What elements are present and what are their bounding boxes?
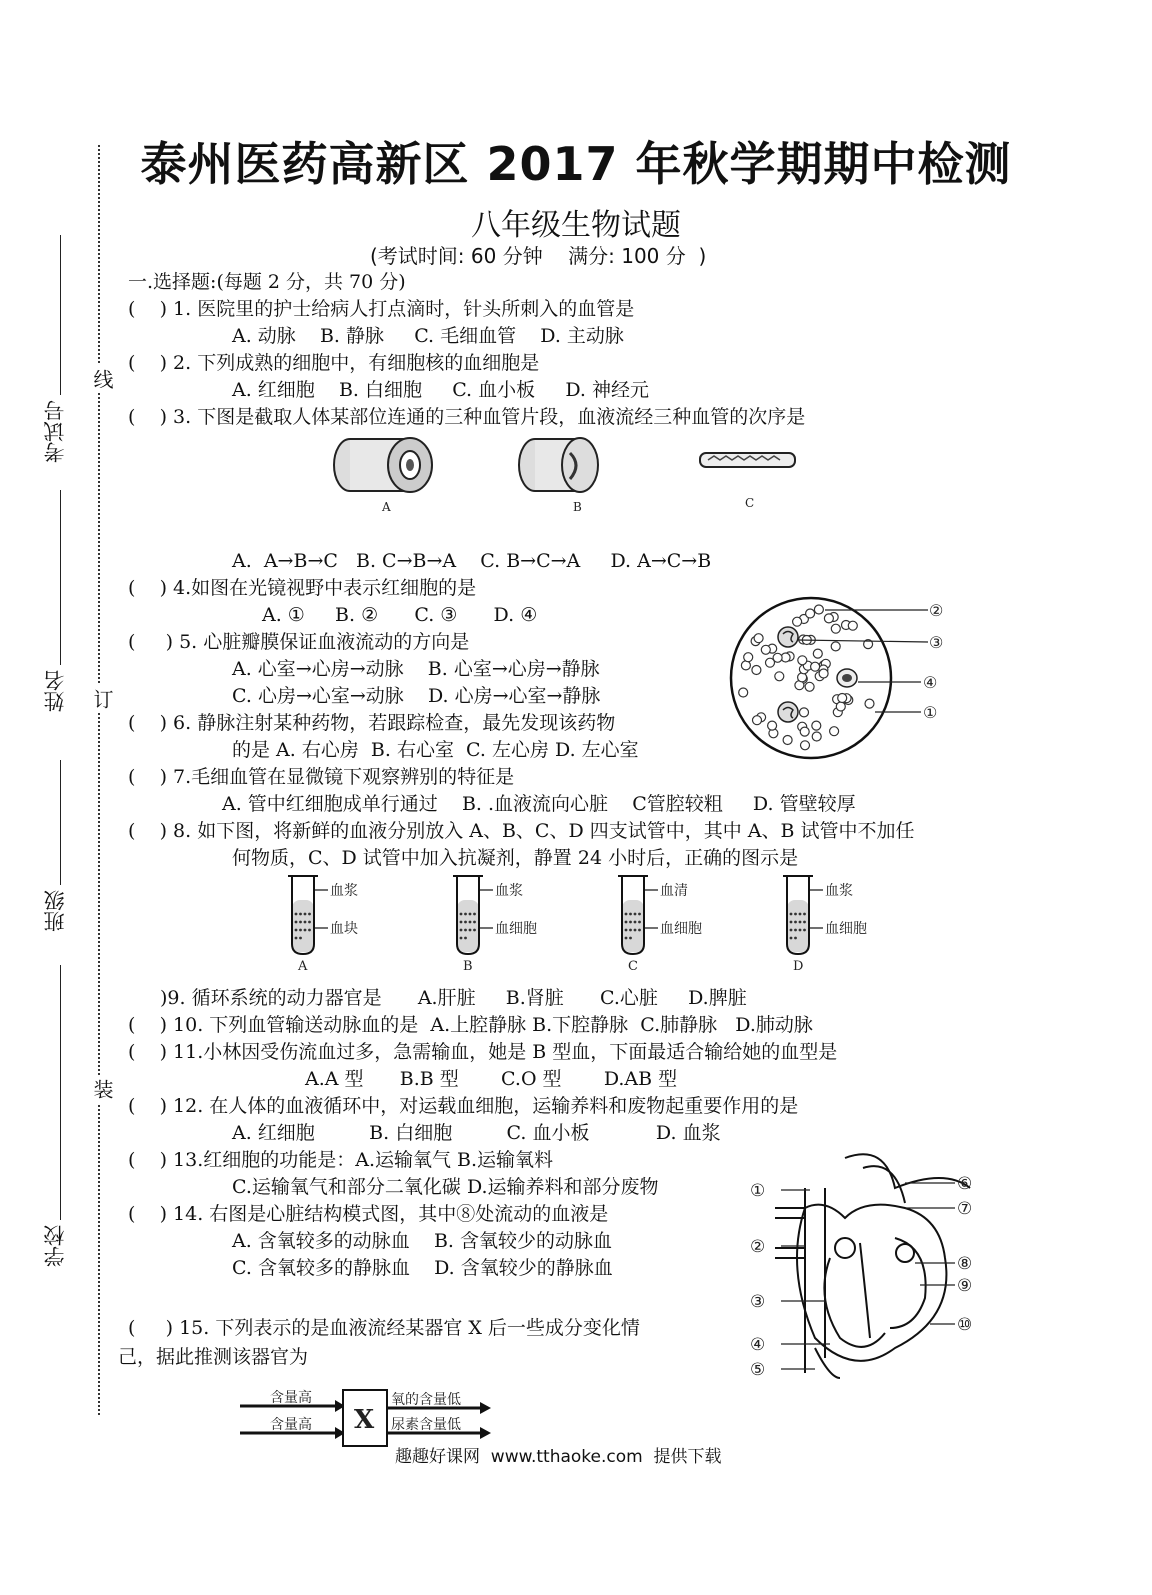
heart-label-2: ② <box>750 1237 766 1257</box>
section-title: 一.选择题:(每题 2 分，共 70 分) <box>128 271 406 293</box>
red-blood-cell <box>805 682 814 691</box>
tube-dot <box>295 921 298 924</box>
tube-dot <box>794 913 797 916</box>
tube-dot <box>299 913 302 916</box>
nucleated-cell <box>837 669 857 687</box>
tube-top-label: 血浆 <box>330 883 358 899</box>
tube-dot <box>799 921 802 924</box>
q5-options-2: C. 心房→心室→动脉 D. 心房→心室→静脉 <box>232 685 601 707</box>
q15-organ-x: X <box>354 1405 375 1435</box>
tube-dot <box>638 929 641 932</box>
q8-test-tube-figure <box>280 870 920 975</box>
red-blood-cell <box>800 727 809 736</box>
exam-number-label: 考试号 <box>43 400 67 463</box>
red-blood-cell <box>739 688 748 697</box>
q2-stem: ( ) 2. 下列成熟的细胞中，有细胞核的血细胞是 <box>128 352 540 374</box>
tube-sediment <box>457 900 479 952</box>
tube-dot <box>634 913 637 916</box>
binding-dotted-line <box>98 145 100 1415</box>
heart-label-10: ⑩ <box>957 1315 973 1335</box>
test-tube-a <box>288 876 358 974</box>
q1-stem: ( ) 1. 医院里的护士给病人打点滴时，针头所刺入的血管是 <box>128 298 635 320</box>
red-blood-cell <box>848 621 857 630</box>
q15-in-label-1: 含量高 <box>270 1390 312 1406</box>
tube-dot <box>469 913 472 916</box>
name-line <box>60 490 61 665</box>
vessel-artery <box>334 438 432 492</box>
tube-letter-label: B <box>463 959 473 974</box>
tube-dot <box>464 921 467 924</box>
q13-options: C.运输氧气和部分二氧化碳 D.运输养料和部分废物 <box>232 1176 659 1198</box>
q4-stem: ( ) 4.如图在光镜视野中表示红细胞的是 <box>128 577 477 599</box>
tube-dot <box>634 929 637 932</box>
heart-label-3: ③ <box>750 1292 766 1312</box>
q6-stem-2: 的是 A. 右心房 B. 右心室 C. 左心房 D. 左心室 <box>232 739 639 761</box>
tube-dot <box>625 913 628 916</box>
tube-dot <box>308 929 311 932</box>
red-blood-cell <box>831 642 840 651</box>
tube-dot <box>304 929 307 932</box>
tube-dot <box>460 937 463 940</box>
q15-out-label-1: 氧的含量低 <box>391 1392 461 1408</box>
tube-top-label: 血浆 <box>495 883 523 899</box>
tube-dot <box>794 921 797 924</box>
tube-dot <box>308 921 311 924</box>
tube-dot <box>460 921 463 924</box>
red-blood-cell <box>768 721 777 730</box>
q12-stem: ( ) 12. 在人体的血液循环中，对运载血细胞，运输养料和废物起重要作用的是 <box>128 1095 799 1117</box>
test-tube-c <box>618 876 702 974</box>
q15-stem-2: 己，据此推测该器官为 <box>118 1346 309 1368</box>
q1-options: A. 动脉 B. 静脉 C. 毛细血管 D. 主动脉 <box>232 325 624 347</box>
q14-stem-a: ( ) 14. 右图是心脏结构模式图，其中 <box>128 1203 457 1225</box>
tube-letter-label: C <box>628 959 638 974</box>
binding-margin <box>40 145 120 1425</box>
tube-letter-label: A <box>298 959 308 974</box>
tube-dot <box>803 921 806 924</box>
tube-dot <box>299 929 302 932</box>
exam-info: (考试时间: 60 分钟 满分: 100 分 ) <box>370 244 707 268</box>
red-blood-cell <box>798 656 807 665</box>
q14-stem-b: 处流动的血液是 <box>475 1203 609 1225</box>
red-blood-cell <box>836 702 845 711</box>
q14-options-1: A. 含氧较多的动脉血 B. 含氧较少的动脉血 <box>232 1230 613 1252</box>
q3-vessel-figure <box>330 435 810 520</box>
tube-dot <box>799 929 802 932</box>
tube-sediment <box>787 900 809 952</box>
red-blood-cell <box>831 624 840 633</box>
red-blood-cell <box>814 605 823 614</box>
red-blood-cell <box>801 741 810 750</box>
tube-dot <box>295 913 298 916</box>
tube-top-label: 血清 <box>660 883 688 899</box>
q5-stem: ( ) 5. 心脏瓣膜保证血液流动的方向是 <box>128 631 470 653</box>
tube-dot <box>464 929 467 932</box>
red-blood-cell <box>865 699 874 708</box>
tube-dot <box>799 913 802 916</box>
q14-stem <box>128 1202 608 1226</box>
red-blood-cell <box>753 716 762 725</box>
red-blood-cell <box>824 614 833 623</box>
red-blood-cell <box>783 736 792 745</box>
tube-bottom-label: 血细胞 <box>495 921 537 937</box>
red-blood-cell <box>775 672 784 681</box>
q6-stem: ( ) 6. 静脉注射某种药物，若跟踪检查，最先发现该药物 <box>128 712 616 734</box>
q15-in-label-2: 含量高 <box>270 1417 312 1433</box>
test-tube-b <box>453 876 537 974</box>
q8-stem: ( ) 8. 如下图，将新鲜的血液分别放入 A、B、C、D 四支试管中，其中 A、B 试管中不加任 <box>128 820 915 842</box>
heart-label-9: ⑨ <box>957 1276 973 1296</box>
q3-options: A. A→B→C B. C→B→A C. B→C→A D. A→C→B <box>232 550 712 572</box>
school-label: 学校 <box>43 1225 67 1267</box>
q3-stem: ( ) 3. 下图是截取人体某部位连通的三种血管片段，血液流经三种血管的次序是 <box>128 406 806 428</box>
tube-dot <box>625 937 628 940</box>
red-blood-cell <box>819 669 828 678</box>
tube-dot <box>299 937 302 940</box>
tube-dot <box>625 929 628 932</box>
q4-label-4: ④ <box>923 673 938 692</box>
red-blood-cell <box>741 661 750 670</box>
red-blood-cell <box>830 727 839 736</box>
tube-dot <box>464 937 467 940</box>
q13-stem: ( ) 13.红细胞的功能是：A.运输氧气 B.运输氧料 <box>128 1149 554 1171</box>
tube-dot <box>460 913 463 916</box>
q14-heart-figure <box>745 1148 985 1388</box>
tube-dot <box>629 921 632 924</box>
binding-char-xian: 线 <box>88 365 117 393</box>
red-blood-cell <box>744 653 753 662</box>
q15-stem: ( ) 15. 下列表示的是血液流经某器官 X 后一些成分变化情 <box>128 1317 640 1339</box>
red-blood-cell <box>754 634 763 643</box>
red-blood-cell <box>752 666 761 675</box>
tube-dot <box>790 929 793 932</box>
class-line <box>60 760 61 885</box>
red-blood-cell <box>812 732 821 741</box>
white-blood-cell-2 <box>778 702 798 722</box>
red-blood-cell <box>773 653 782 662</box>
red-blood-cell <box>800 708 809 717</box>
tube-dot <box>304 921 307 924</box>
heart-label-1: ① <box>750 1181 766 1201</box>
q15-out-label-2: 尿素含量低 <box>391 1417 461 1433</box>
q4-label-3: ③ <box>929 633 944 652</box>
q3-label-a: A <box>382 500 391 514</box>
tube-dot <box>638 921 641 924</box>
q3-label-b: B <box>573 500 582 514</box>
heart-label-6: ⑥ <box>957 1174 973 1194</box>
tube-bottom-label: 血细胞 <box>660 921 702 937</box>
red-blood-cell <box>838 694 847 703</box>
q5-options-1: A. 心室→心房→动脉 B. 心室→心房→静脉 <box>232 658 600 680</box>
tube-dot <box>634 921 637 924</box>
tube-dot <box>790 937 793 940</box>
tube-dot <box>803 913 806 916</box>
q3-label-c: C <box>745 496 755 510</box>
tube-sediment <box>622 900 644 952</box>
binding-char-ding: 订 <box>88 685 117 713</box>
name-label: 姓名 <box>43 670 67 712</box>
class-label: 班级 <box>43 890 67 932</box>
tube-dot <box>308 913 311 916</box>
tube-dot <box>304 913 307 916</box>
tube-dot <box>629 929 632 932</box>
tube-letter-label: D <box>793 959 804 974</box>
tube-dot <box>803 929 806 932</box>
q4-options: A. ① B. ② C. ③ D. ④ <box>262 604 538 626</box>
binding-char-zhuang: 装 <box>88 1075 117 1103</box>
exam-number-line <box>60 235 61 395</box>
red-blood-cell <box>811 662 820 671</box>
tube-dot <box>469 929 472 932</box>
tube-dot <box>629 913 632 916</box>
tube-dot <box>473 921 476 924</box>
tube-dot <box>299 921 302 924</box>
tube-dot <box>790 913 793 916</box>
vessel-vein <box>519 438 598 492</box>
tube-bottom-label: 血细胞 <box>825 921 867 937</box>
heart-label-7: ⑦ <box>957 1199 973 1219</box>
tube-bottom-label: 血块 <box>330 921 358 937</box>
red-blood-cell <box>761 645 770 654</box>
q14-circle-eight: ⑧ <box>456 1203 476 1225</box>
q4-microscope-figure <box>725 592 965 767</box>
tube-dot <box>460 929 463 932</box>
q2-options: A. 红细胞 B. 白细胞 C. 血小板 D. 神经元 <box>232 379 649 401</box>
tube-dot <box>473 929 476 932</box>
q10-stem: ( ) 10. 下列血管输送动脉血的是 A.上腔静脉 B.下腔静脉 C.肺静脉 D.肺动脉 <box>128 1014 813 1036</box>
heart-label-5: ⑤ <box>750 1360 766 1380</box>
red-blood-cell <box>798 673 807 682</box>
tube-dot <box>295 929 298 932</box>
q4-label-2: ② <box>929 601 944 620</box>
q7-stem: ( ) 7.毛细血管在显微镜下观察辨别的特征是 <box>128 766 515 788</box>
tube-dot <box>464 913 467 916</box>
page-subtitle: 八年级生物试题 <box>471 208 681 243</box>
tube-dot <box>469 921 472 924</box>
red-blood-cell <box>812 721 821 730</box>
heart-label-4: ④ <box>750 1335 766 1355</box>
school-line <box>60 965 61 1220</box>
white-blood-cell-1 <box>778 627 798 647</box>
q11-options: A.A 型 B.B 型 C.O 型 D.AB 型 <box>305 1068 678 1090</box>
q7-options: A. 管中红细胞成单行通过 B. .血液流向心脏 C管腔较粗 D. 管壁较厚 <box>222 793 856 815</box>
q9-stem: )9. 循环系统的动力器官是 A.肝脏 B.肾脏 C.心脏 D.脾脏 <box>160 987 747 1009</box>
tube-dot <box>794 937 797 940</box>
tube-top-label: 血浆 <box>825 883 853 899</box>
q4-label-1: ① <box>923 703 938 722</box>
red-blood-cell <box>813 649 822 658</box>
red-blood-cell <box>793 617 802 626</box>
tube-dot <box>638 913 641 916</box>
q8-stem-2: 何物质，C、D 试管中加入抗凝剂，静置 24 小时后，正确的图示是 <box>232 847 799 869</box>
q14-options-2: C. 含氧较多的静脉血 D. 含氧较少的静脉血 <box>232 1257 613 1279</box>
tube-dot <box>625 921 628 924</box>
page-title: 泰州医药高新区 2017 年秋学期期中检测 <box>140 137 1012 191</box>
tube-dot <box>473 913 476 916</box>
vessel-capillary <box>700 453 795 467</box>
test-tube-d <box>783 876 867 974</box>
tube-dot <box>790 921 793 924</box>
tube-dot <box>295 937 298 940</box>
tube-dot <box>629 937 632 940</box>
q12-options: A. 红细胞 B. 白细胞 C. 血小板 D. 血浆 <box>232 1122 721 1144</box>
q11-stem: ( ) 11.小林因受伤流血过多，急需输血，她是 B 型血，下面最适合输给她的血型是 <box>128 1041 838 1063</box>
tube-sediment <box>292 900 314 952</box>
tube-dot <box>794 929 797 932</box>
heart-label-8: ⑧ <box>957 1254 973 1274</box>
red-blood-cell <box>806 609 815 618</box>
footer-source: 趣趣好课网 www.tthaoke.com 提供下载 <box>395 1447 722 1467</box>
